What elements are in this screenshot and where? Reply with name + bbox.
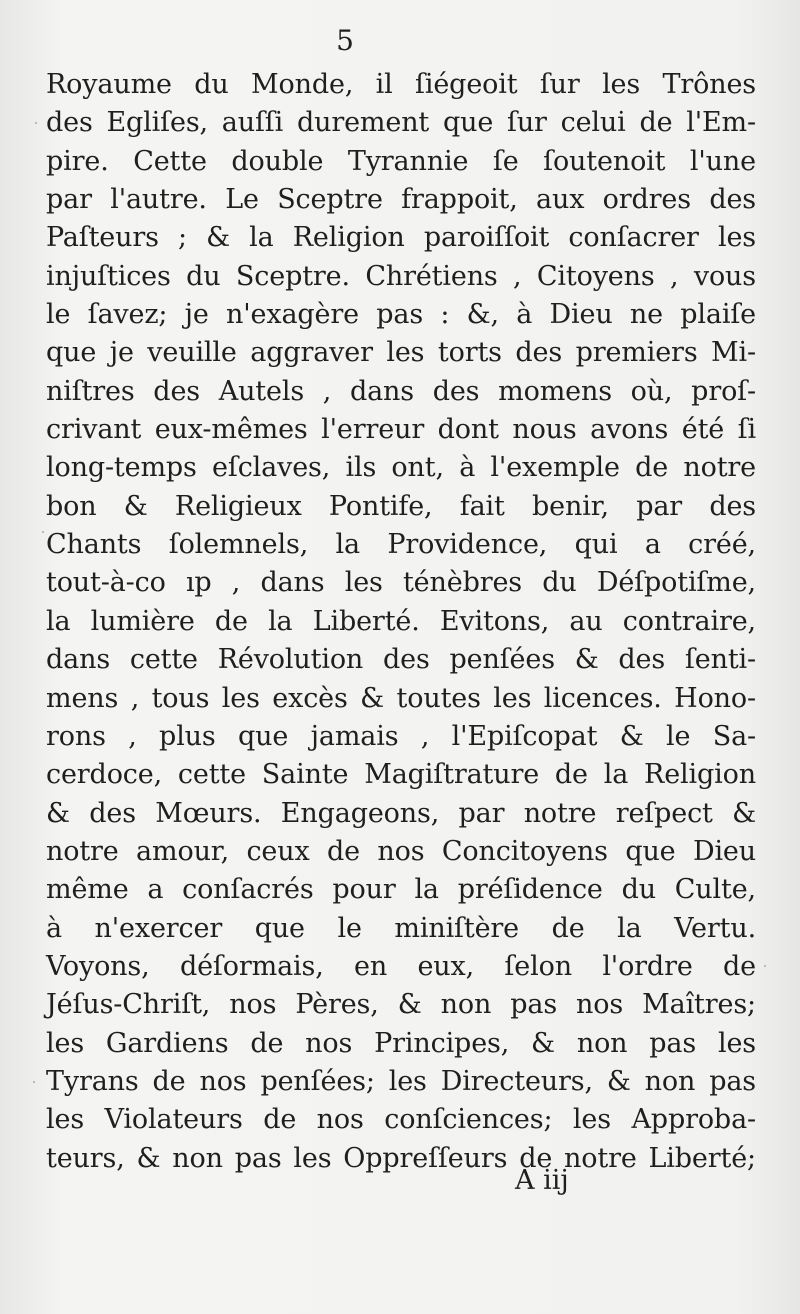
text-line: bon & Religieux Pontife, fait benir, par des (46, 490, 756, 522)
text-line: le ſavez; je n'exagère pas : &, à Dieu ne plaiſe (46, 299, 756, 331)
text-line: crivant eux-mêmes l'erreur dont nous avons été ſi (46, 414, 756, 446)
text-line: Voyons, déſormais, en eux, ſelon l'ordre de (46, 950, 756, 982)
paper-speck (33, 1081, 35, 1083)
text-line: tout-à-co ıp , dans les ténèbres du Déſpotiſme, (46, 567, 756, 599)
paper-speck (35, 122, 37, 124)
text-line: niſtres des Autels , dans des momens où, proſ- (46, 375, 756, 407)
text-line: & des Mœurs. Engageons, par notre reſpect & (46, 797, 756, 829)
text-line: Paſteurs ; & la Religion paroiſſoit conſacrer les (46, 222, 756, 254)
text-line: que je veuille aggraver les torts des premiers Mi- (46, 337, 756, 369)
text-line: Jéſus-Chriſt, nos Pères, & non pas nos Maîtres; (46, 989, 756, 1021)
text-line: injuſtices du Sceptre. Chrétiens , Citoyens , vous (46, 260, 756, 292)
text-line: des Egliſes, auſſi durement que ſur celui de l'Em- (46, 107, 756, 139)
text-line: long-temps eſclaves, ils ont, à l'exemple de notre (46, 452, 756, 484)
text-line: par l'autre. Le Sceptre frappoit, aux ordres des (46, 184, 756, 216)
text-line: mens , tous les excès & toutes les licences. Hono- (46, 682, 756, 714)
text-line: les Gardiens de nos Principes, & non pas les (46, 1027, 756, 1059)
text-line: teurs, & non pas les Oppreſſeurs de notre Liberté; (46, 1142, 756, 1174)
text-line: les Violateurs de nos conſciences; les Approba- (46, 1104, 756, 1136)
text-line: dans cette Révolution des penſées & des ſenti- (46, 644, 756, 676)
text-line: rons , plus que jamais , l'Epiſcopat & le Sa- (46, 720, 756, 752)
text-line: pire. Cette double Tyrannie ſe ſoutenoit l'une (46, 145, 756, 177)
signature-mark: A iij (515, 1165, 569, 1196)
text-line: à n'exercer que le miniſtère de la Vertu. (46, 912, 756, 944)
paper-speck (764, 965, 766, 967)
page-number: 5 (336, 24, 354, 57)
text-line: Royaume du Monde, il ſiégeoit ſur les Trônes (46, 69, 756, 100)
text-line: Tyrans de nos penſées; les Directeurs, & non pas (46, 1065, 756, 1097)
text-line: notre amour, ceux de nos Concitoyens que Dieu (46, 835, 756, 867)
paper-speck (42, 531, 44, 533)
text-line: Chants ſolemnels, la Providence, qui a créé, (46, 529, 756, 561)
text-line: cerdoce, cette Sainte Magiſtrature de la Religion (46, 759, 756, 791)
text-line: même a conſacrés pour la préſidence du Culte, (46, 874, 756, 906)
text-line: la lumière de la Liberté. Evitons, au contraire, (46, 605, 756, 637)
body-text (46, 66, 756, 1178)
